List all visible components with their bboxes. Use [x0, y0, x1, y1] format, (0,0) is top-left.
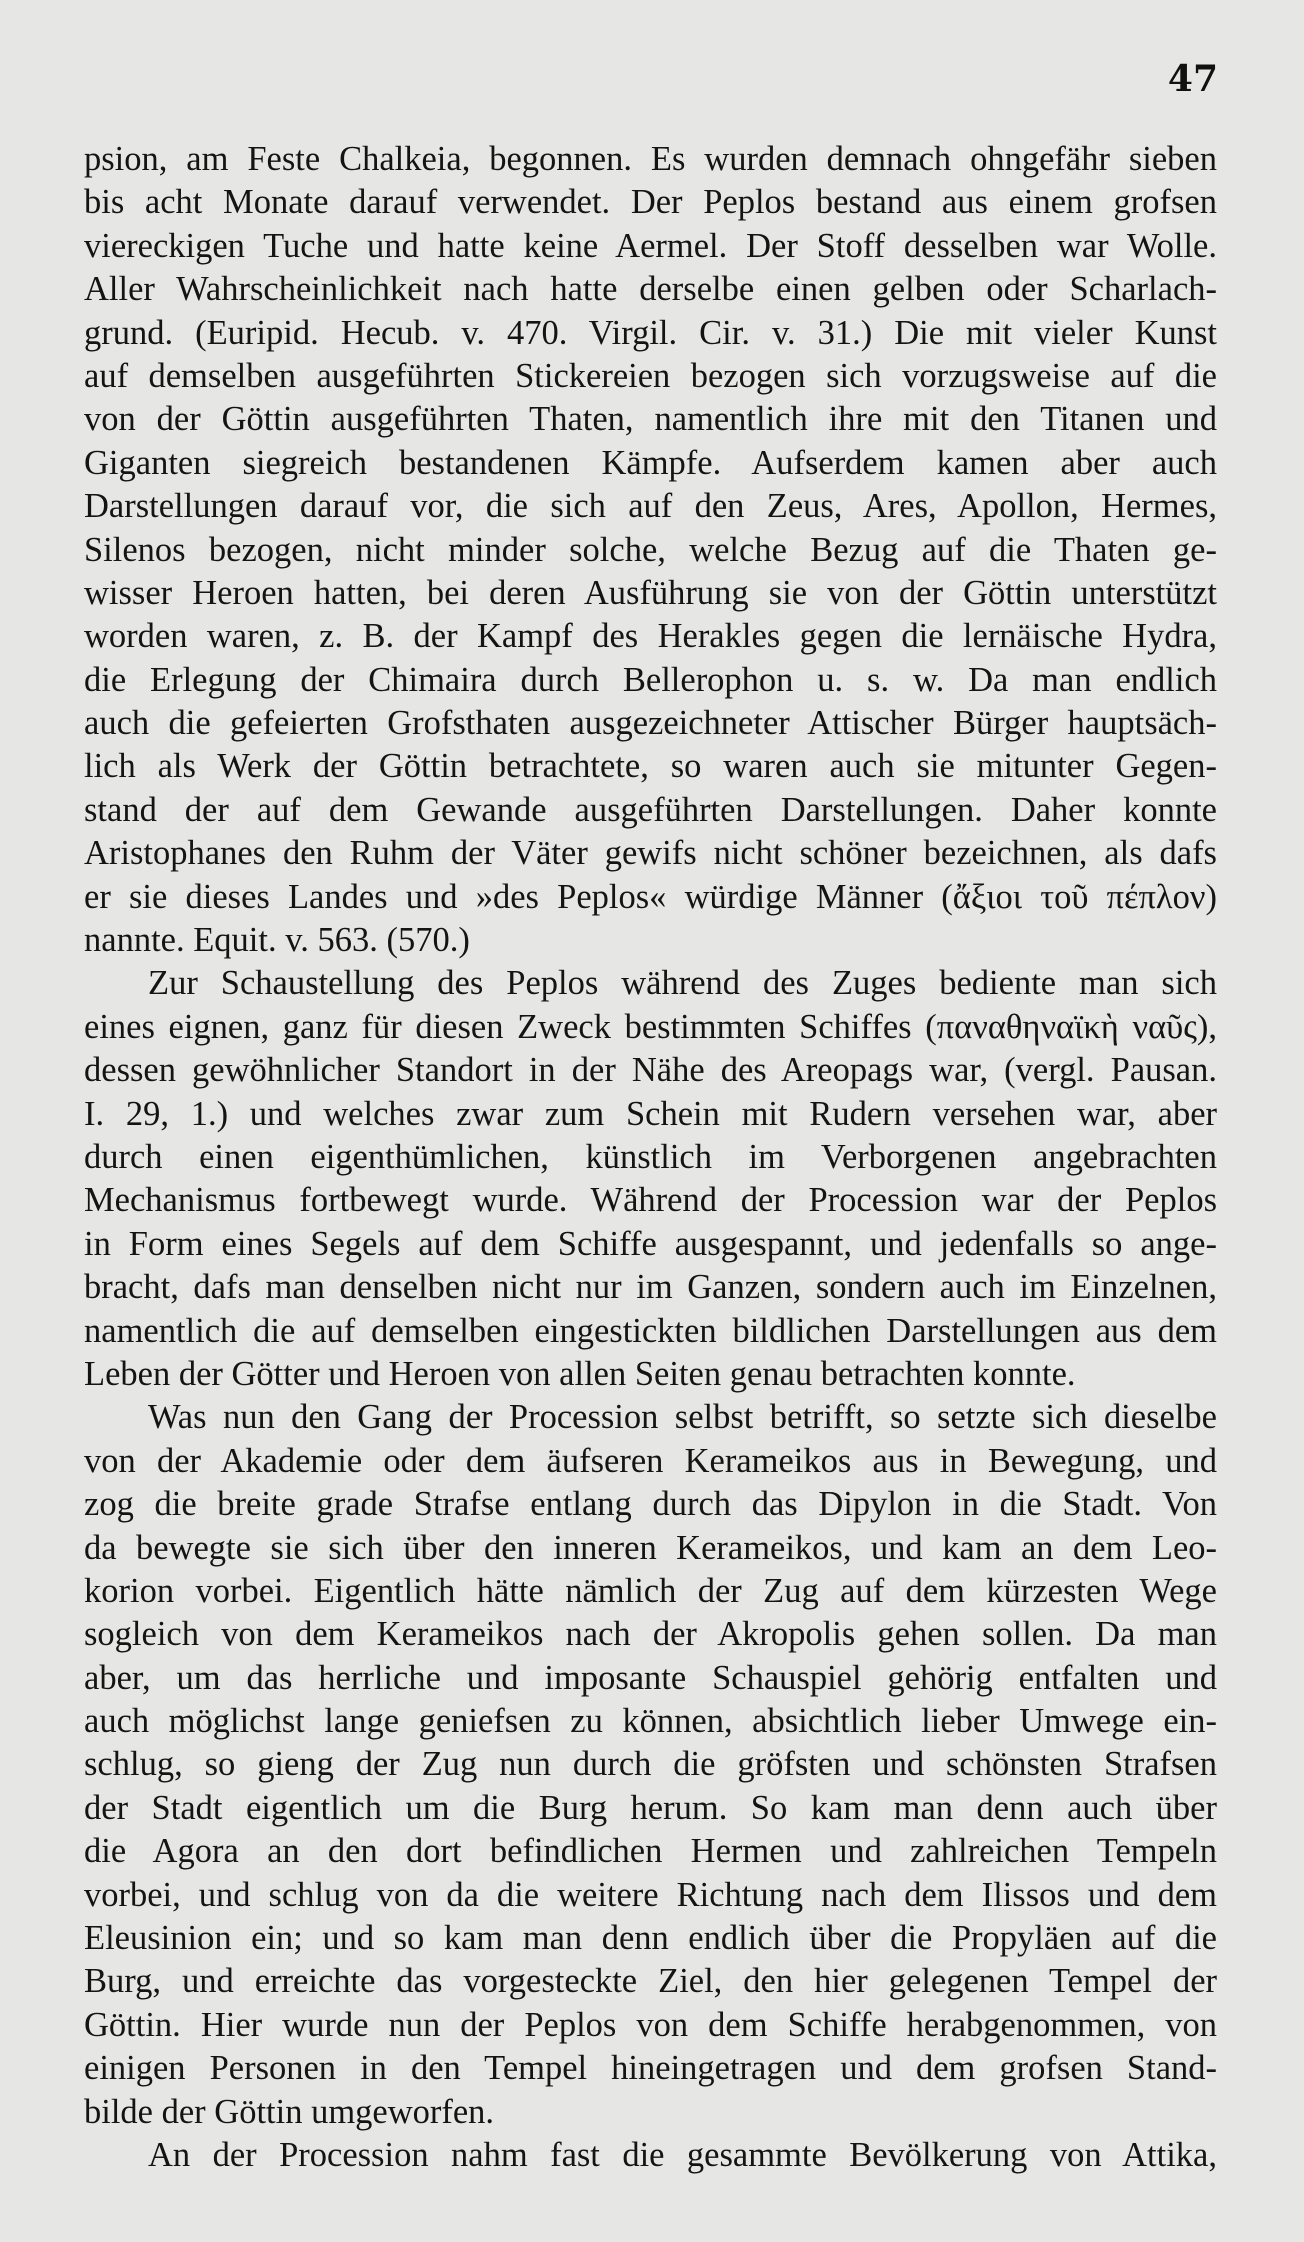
text-line: lich als Werk der Göttin betrachtete, so waren auch sie mitunter Gegen-	[84, 747, 1217, 786]
text-line: schlug, so gieng der Zug nun durch die gröfsten und schönsten Strafsen	[84, 1745, 1217, 1784]
text-line: durch einen eigenthümlichen, künstlich im Verborgenen angebrachten	[84, 1137, 1217, 1176]
text-line: Leben der Götter und Heroen von allen Seiten genau betrachten konnte.	[84, 1354, 1076, 1393]
text-line: zog die breite grade Strafse entlang durch das Dipylon in die Stadt. Von	[84, 1485, 1217, 1524]
text-line: auf demselben ausgeführten Stickereien bezogen sich vorzugsweise auf die	[84, 356, 1217, 395]
body-text	[84, 138, 1217, 2177]
text-line: in Form eines Segels auf dem Schiffe ausgespannt, und jedenfalls so ange-	[84, 1224, 1217, 1263]
text-line: eines eignen, ganz für diesen Zweck bestimmten Schiffes (παναθηναϊκὴ ναῦς),	[84, 1007, 1217, 1046]
text-line: I. 29, 1.) und welches zwar zum Schein mit Rudern versehen war, aber	[84, 1094, 1217, 1133]
text-line: er sie dieses Landes und »des Peplos« würdige Männer (ἄξιοι τοῦ πέπλον)	[84, 877, 1217, 916]
paragraph-procession-route	[84, 1396, 1217, 2134]
paragraph-ship-display	[84, 962, 1217, 1396]
text-line: auch die gefeierten Grofsthaten ausgezeichneter Attischer Bürger hauptsäch-	[84, 704, 1217, 743]
text-line: sogleich von dem Kerameikos nach der Akropolis gehen sollen. Da man	[84, 1615, 1217, 1654]
text-line: korion vorbei. Eigentlich hätte nämlich der Zug auf dem kürzesten Wege	[84, 1571, 1217, 1610]
text-line: psion, am Feste Chalkeia, begonnen. Es wurden demnach ohngefähr sieben	[84, 140, 1217, 178]
text-line: bis acht Monate darauf verwendet. Der Peplos bestand aus einem grofsen	[84, 183, 1217, 222]
text-line: dessen gewöhnlicher Standort in der Nähe des Areopags war, (vergl. Pausan.	[84, 1051, 1217, 1090]
page-number: 47	[1167, 58, 1218, 100]
text-line: Mechanismus fortbewegt wurde. Während der Procession war der Peplos	[84, 1181, 1217, 1220]
text-line: vorbei, und schlug von da die weitere Richtung nach dem Ilissos und dem	[84, 1875, 1217, 1914]
text-line: bilde der Göttin umgeworfen.	[84, 2092, 495, 2131]
text-line: An der Procession nahm fast die gesammte Bevölkerung von Attika,	[148, 2135, 1217, 2174]
text-line: einigen Personen in den Tempel hineingetragen und dem grofsen Stand-	[84, 2049, 1217, 2088]
text-line: Was nun den Gang der Procession selbst betrifft, so setzte sich dieselbe	[148, 1398, 1217, 1437]
text-line: stand der auf dem Gewande ausgeführten Darstellungen. Daher konnte	[84, 790, 1217, 829]
text-line: worden waren, z. B. der Kampf des Herakles gegen die lernäische Hydra,	[84, 617, 1217, 656]
text-line: Silenos bezogen, nicht minder solche, welche Bezug auf die Thaten ge-	[84, 530, 1217, 569]
text-line: Zur Schaustellung des Peplos während des Zuges bediente man sich	[148, 964, 1217, 1003]
text-line: grund. (Euripid. Hecub. v. 470. Virgil. Cir. v. 31.) Die mit vieler Kunst	[84, 313, 1217, 352]
text-line: auch möglichst lange geniefsen zu können, absichtlich lieber Umwege ein-	[84, 1702, 1217, 1741]
paragraph-peplos-description	[84, 138, 1217, 962]
text-line: die Erlegung der Chimaira durch Bellerophon u. s. w. Da man endlich	[84, 660, 1217, 699]
text-line: viereckigen Tuche und hatte keine Aermel. Der Stoff desselben war Wolle.	[84, 226, 1217, 265]
paragraph-participants	[84, 2134, 1217, 2177]
text-line: aber, um das herrliche und imposante Schauspiel gehörig entfalten und	[84, 1658, 1217, 1697]
text-line: Göttin. Hier wurde nun der Peplos von dem Schiffe herabgenommen, von	[84, 2005, 1217, 2044]
text-line: der Stadt eigentlich um die Burg herum. So kam man denn auch über	[84, 1788, 1217, 1827]
text-line: Giganten siegreich bestandenen Kämpfe. Aufserdem kamen aber auch	[84, 443, 1217, 482]
text-line: die Agora an den dort befindlichen Hermen und zahlreichen Tempeln	[84, 1832, 1217, 1871]
text-line: von der Göttin ausgeführten Thaten, namentlich ihre mit den Titanen und	[84, 400, 1217, 439]
text-line: Eleusinion ein; und so kam man denn endlich über die Propyläen auf die	[84, 1919, 1217, 1958]
text-line: Burg, und erreichte das vorgesteckte Ziel, den hier gelegenen Tempel der	[84, 1962, 1217, 2001]
text-line: da bewegte sie sich über den inneren Kerameikos, und kam an dem Leo-	[84, 1528, 1217, 1567]
text-line: von der Akademie oder dem äufseren Kerameikos aus in Bewegung, und	[84, 1441, 1217, 1480]
text-line: wisser Heroen hatten, bei deren Ausführung sie von der Göttin unterstützt	[84, 573, 1217, 612]
text-line: nannte. Equit. v. 563. (570.)	[84, 921, 470, 960]
text-line: Aristophanes den Ruhm der Väter gewifs nicht schöner bezeichnen, als dafs	[84, 834, 1217, 873]
text-line: Aller Wahrscheinlichkeit nach hatte derselbe einen gelben oder Scharlach-	[84, 270, 1217, 309]
text-line: Darstellungen darauf vor, die sich auf den Zeus, Ares, Apollon, Hermes,	[84, 487, 1217, 526]
text-line: bracht, dafs man denselben nicht nur im Ganzen, sondern auch im Einzelnen,	[84, 1268, 1217, 1307]
text-line: namentlich die auf demselben eingestickten bildlichen Darstellungen aus dem	[84, 1311, 1217, 1350]
